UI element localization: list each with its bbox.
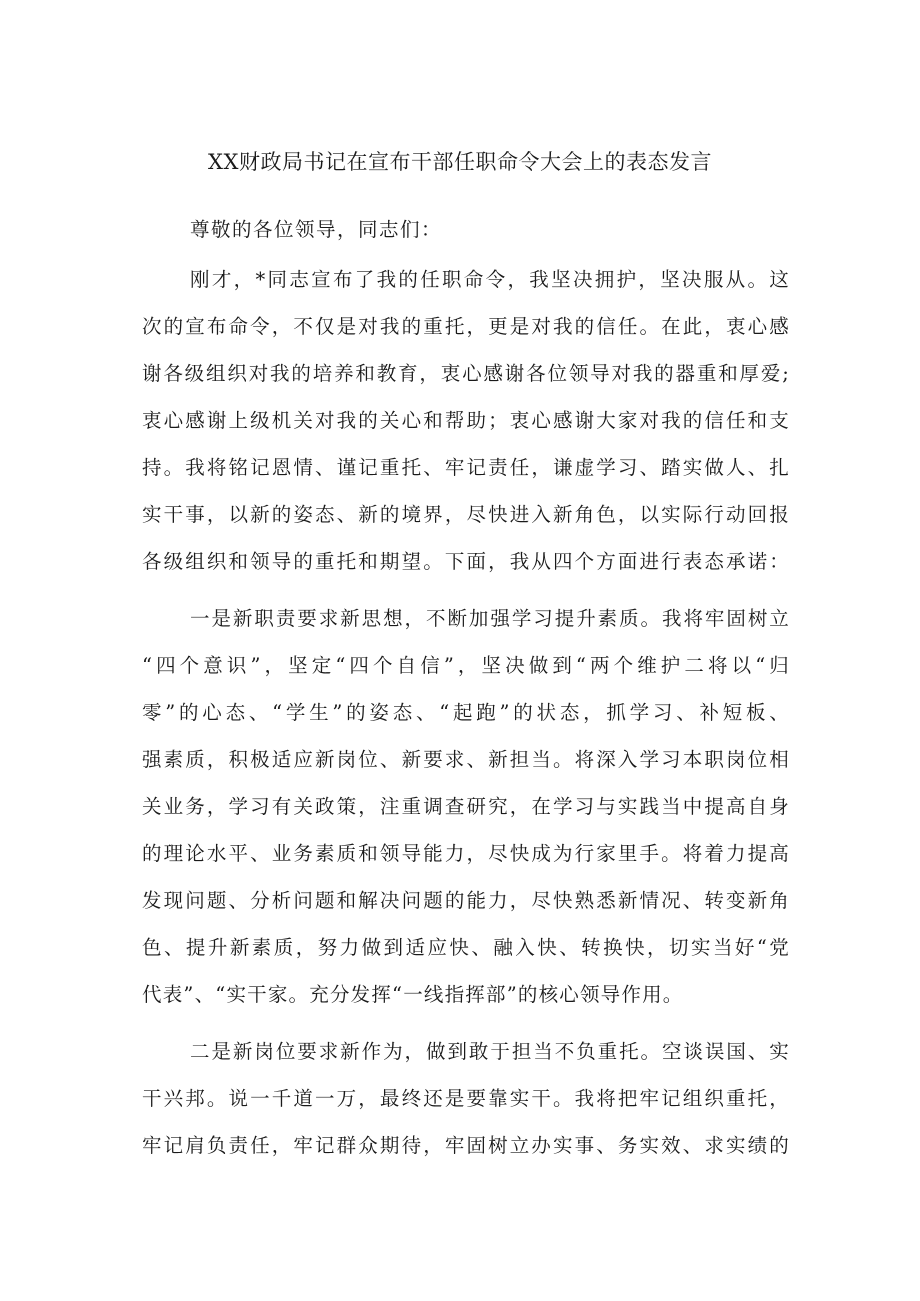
paragraph-line: 的理论水平、业务素质和领导能力，尽快成为行家里手。将着力提高	[142, 842, 790, 865]
paragraph-line: “四个意识”，坚定“四个自信”，坚决做到“两个维护二将以“归	[142, 654, 790, 677]
paragraph-line: 各级组织和领导的重托和期望。下面，我从四个方面进行表态承诺：	[142, 550, 790, 573]
paragraph-line: 持。我将铭记恩情、谨记重托、牢记责任，谦虚学习、踏实做人、扎	[142, 456, 790, 479]
paragraph-line: 谢各级组织对我的培养和教育，衷心感谢各位领导对我的器重和厚爱;	[142, 362, 790, 385]
paragraph-line: 一是新职责要求新思想，不断加强学习提升素质。我将牢固树立	[190, 607, 790, 630]
paragraph-line: 刚才，*同志宣布了我的任职命令，我坚决拥护，坚决服从。这	[190, 268, 790, 291]
salutation: 尊敬的各位领导，同志们：	[190, 218, 443, 241]
paragraph-line: 关业务，学习有关政策，注重调查研究，在学习与实践当中提高自身	[142, 795, 790, 818]
paragraph-line: 零”的心态、“学生”的姿态、“起跑”的状态，抓学习、补短板、	[142, 701, 790, 724]
paragraph-line: 二是新岗位要求新作为，做到敢于担当不负重托。空谈误国、实	[190, 1040, 790, 1063]
document-title: XX财政局书记在宣布干部任职命令大会上的表态发言	[208, 150, 712, 174]
paragraph-line: 代表”、“实干家。充分发挥“一线指挥部”的核心领导作用。	[142, 983, 684, 1006]
paragraph-line: 强素质，积极适应新岗位、新要求、新担当。将深入学习本职岗位相	[142, 748, 790, 771]
paragraph-line: 牢记肩负责任，牢记群众期待，牢固树立办实事、务实效、求实绩的	[142, 1134, 790, 1157]
paragraph-line: 发现问题、分析问题和解决问题的能力，尽快熟悉新情况、转变新角	[142, 889, 790, 912]
paragraph-line: 次的宣布命令，不仅是对我的重托，更是对我的信任。在此，衷心感	[142, 315, 790, 338]
paragraph-line: 实干事，以新的姿态、新的境界，尽快进入新角色，以实际行动回报	[142, 503, 790, 526]
paragraph-line: 色、提升新素质，努力做到适应快、融入快、转换快，切实当好“党	[142, 936, 790, 959]
paragraph-line: 干兴邦。说一千道一万，最终还是要靠实干。我将把牢记组织重托，	[142, 1087, 790, 1110]
paragraph-line: 衷心感谢上级机关对我的关心和帮助；衷心感谢大家对我的信任和支	[142, 409, 790, 432]
